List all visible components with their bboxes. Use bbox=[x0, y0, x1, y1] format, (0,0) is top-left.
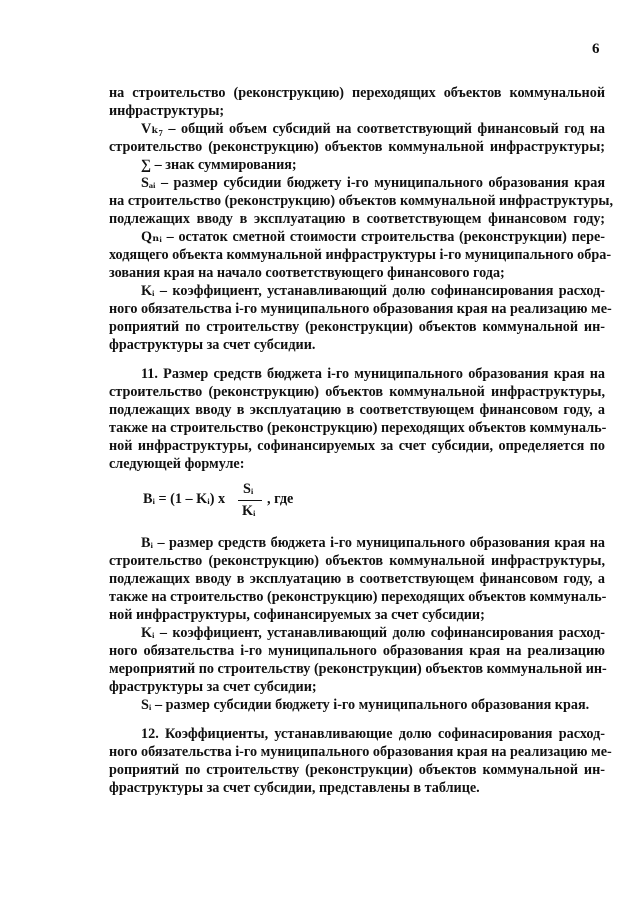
text-line: Kᵢ – коэффициент, устанавливающий долю софинансирования расход- bbox=[141, 283, 605, 299]
text-line: на строительство (реконструкцию) переходящих объектов коммунальной bbox=[109, 85, 605, 101]
text-line: ного обязательства i-го муниципального образования края на реализацию ме- bbox=[109, 301, 612, 317]
text-line: следующей формуле: bbox=[109, 456, 245, 472]
text-line: фраструктуры за счет субсидии; bbox=[109, 679, 317, 695]
text-line: зования края на начало соответствующего финансового года; bbox=[109, 265, 505, 281]
text-line: также на строительство (реконструкцию) переходящих объектов коммуналь- bbox=[109, 589, 607, 605]
text-line: ходящего объекта коммунальной инфраструктуры i-го муниципального обра- bbox=[109, 247, 612, 263]
text-line: ного обязательства i-го муниципального образования края на реализацию ме- bbox=[109, 744, 612, 760]
text-line: инфраструктуры; bbox=[109, 103, 225, 119]
text-line: ∑ – знак суммирования; bbox=[141, 157, 297, 173]
text-line: 11. Размер средств бюджета i-го муниципального образования края на bbox=[141, 366, 605, 382]
text-line: подлежащих вводу в эксплуатацию в соответствующем финансовом году, а bbox=[109, 571, 605, 587]
text-line: на строительство (реконструкцию) объектов коммунальной инфраструктуры, bbox=[109, 193, 613, 209]
text-line: подлежащих вводу в эксплуатацию в соответствующем финансовом году, а bbox=[109, 402, 605, 418]
text-line: фраструктуры за счет субсидии. bbox=[109, 337, 316, 353]
formula-suffix: , где bbox=[267, 491, 294, 507]
text-line: фраструктуры за счет субсидии, представлены в таблице. bbox=[109, 780, 480, 796]
formula-numerator: Sᵢ bbox=[243, 481, 254, 497]
text-line: Bᵢ – размер средств бюджета i-го муниципального образования края на bbox=[141, 535, 605, 551]
text-line: также на строительство (реконструкцию) переходящих объектов коммуналь- bbox=[109, 420, 607, 436]
text-line: 12. Коэффициенты, устанавливающие долю софинасирования расход- bbox=[141, 726, 605, 742]
text-line: Sᵢ – размер субсидии бюджету i-го муниципального образования края. bbox=[141, 697, 590, 713]
text-line: строительство (реконструкцию) объектов коммунальной инфраструктуры, bbox=[109, 384, 605, 400]
text-line: строительство (реконструкцию) объектов коммунальной инфраструктуры; bbox=[109, 139, 605, 155]
text-line: подлежащих вводу в эксплуатацию в соответствующем финансовом году; bbox=[109, 211, 605, 227]
fraction-bar bbox=[238, 500, 262, 501]
text-line: роприятий по строительству (реконструкции) объектов коммунальной ин- bbox=[109, 762, 605, 778]
text-line: ной инфраструктуры, софинансируемых за счет субсидии, определяется по bbox=[109, 438, 605, 454]
text-line: Qₙᵢ – остаток сметной стоимости строительства (реконструкции) пере- bbox=[141, 229, 605, 245]
text-line: Sₐᵢ – размер субсидии бюджету i-го муниципального образования края bbox=[141, 175, 605, 191]
page-number: 6 bbox=[592, 41, 600, 57]
formula-denominator: Kᵢ bbox=[242, 503, 256, 519]
text-line: Kᵢ – коэффициент, устанавливающий долю софинансирования расход- bbox=[141, 625, 605, 641]
text-line: мероприятий по строительству (реконструкции) объектов коммунальной ин- bbox=[109, 661, 607, 677]
text-line: ной инфраструктуры, софинансируемых за счет субсидии; bbox=[109, 607, 485, 623]
text-line: строительство (реконструкцию) объектов коммунальной инфраструктуры, bbox=[109, 553, 605, 569]
text-line: ного обязательства i-го муниципального образования края на реализацию bbox=[109, 643, 605, 659]
text-line: роприятий по строительству (реконструкции) объектов коммунальной ин- bbox=[109, 319, 605, 335]
text-line: Vₖ₇ – общий объем субсидий на соответствующий финансовый год на bbox=[141, 121, 605, 137]
formula-lhs: Bᵢ = (1 – Kᵢ) x bbox=[143, 491, 226, 507]
